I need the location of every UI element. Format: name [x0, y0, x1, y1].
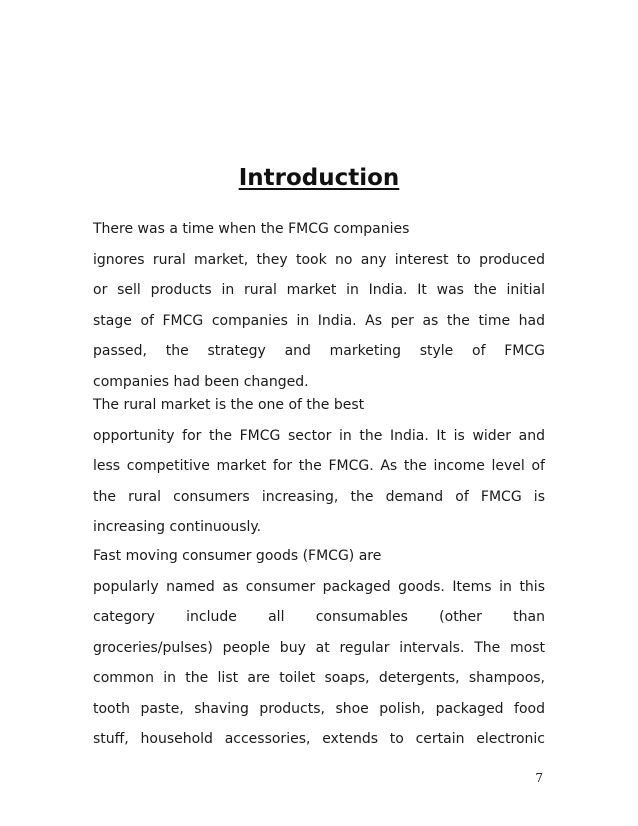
paragraph-1	[93, 214, 545, 397]
page-title: Introduction	[238, 165, 400, 191]
page-number: 7	[535, 771, 543, 785]
paragraph-line: groceries/pulses) people buy at regular intervals. The most	[93, 639, 545, 656]
paragraph-3	[93, 541, 545, 755]
paragraph-line: opportunity for the FMCG sector in the India. It is wider and	[93, 427, 545, 444]
paragraph-line: increasing continuously.	[93, 519, 262, 535]
paragraph-line: There was a time when the FMCG companies	[93, 221, 410, 237]
paragraph-line: passed, the strategy and marketing style of FMCG	[93, 343, 545, 359]
paragraph-line: the rural consumers increasing, the demand of FMCG is	[93, 488, 545, 505]
paragraph-line: stage of FMCG companies in India. As per as the time had	[93, 312, 545, 329]
paragraph-line: ignores rural market, they took no any interest to produced	[93, 251, 545, 268]
paragraph-line: tooth paste, shaving products, shoe polish, packaged food	[93, 700, 545, 717]
paragraph-line: or sell products in rural market in India. It was the initial	[93, 282, 545, 298]
paragraph-line: The rural market is the one of the best	[93, 397, 365, 413]
paragraph-line: stuff, household accessories, extends to certain electronic	[93, 731, 545, 747]
paragraph-line: less competitive market for the FMCG. As the income level of	[93, 458, 545, 474]
paragraph-line: common in the list are toilet soaps, detergents, shampoos,	[93, 670, 545, 686]
paragraph-line: popularly named as consumer packaged goods. Items in this	[93, 578, 545, 595]
paragraph-line: companies had been changed.	[93, 373, 309, 390]
paragraph-2	[93, 390, 545, 543]
paragraph-line: Fast moving consumer goods (FMCG) are	[93, 548, 382, 564]
paragraph-line: category include all consumables (other than	[93, 609, 545, 625]
